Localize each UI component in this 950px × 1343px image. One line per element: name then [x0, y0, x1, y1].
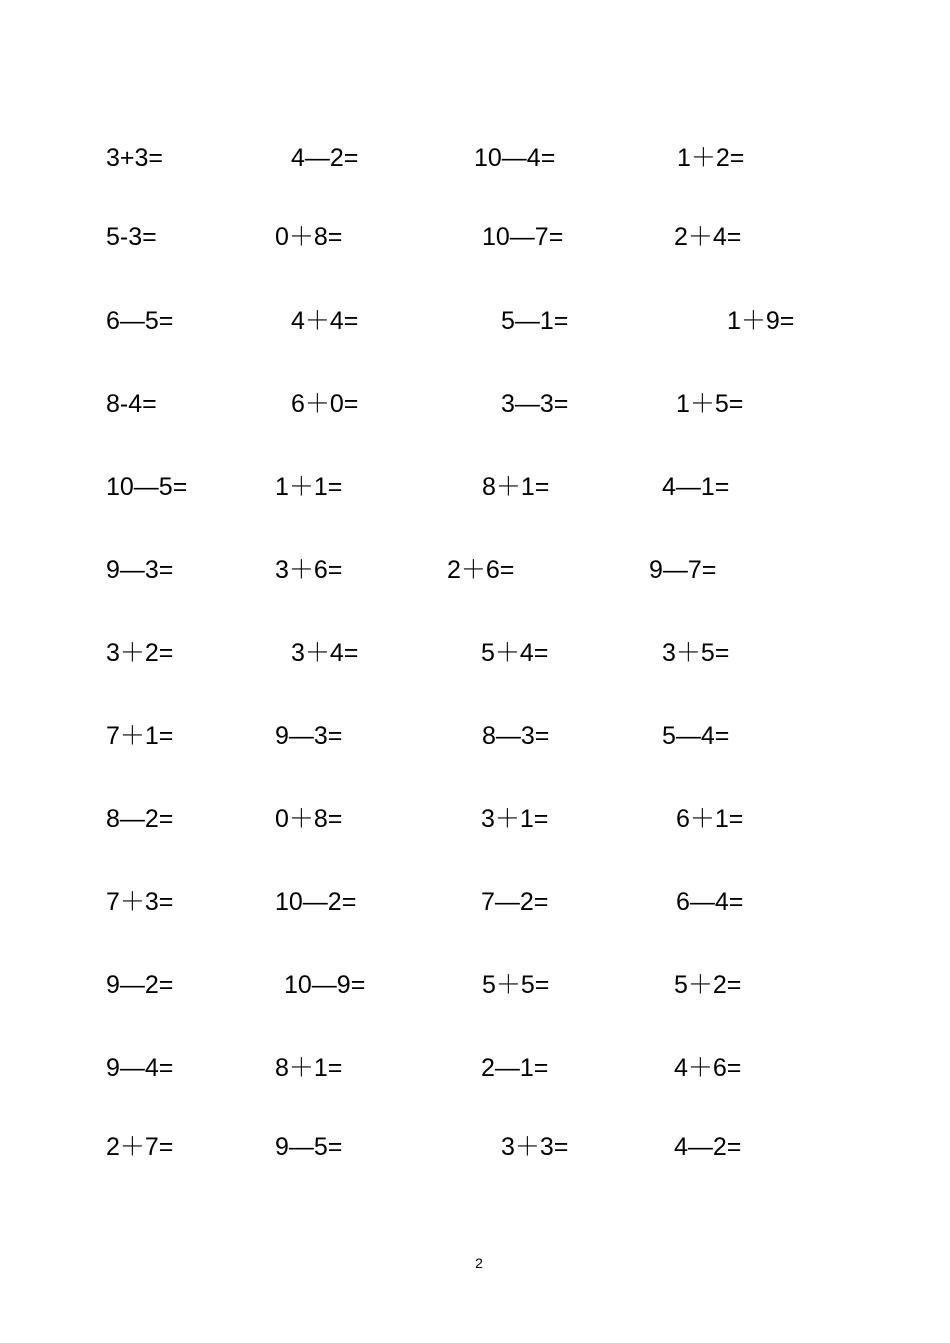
math-problem: 3—3= — [501, 390, 569, 418]
math-problem: 9—7= — [649, 556, 717, 584]
math-problem: 10—7= — [482, 223, 564, 251]
math-problem: 1＋5= — [676, 390, 744, 418]
math-problem: 5—1= — [501, 307, 569, 335]
math-problem: 3＋5= — [662, 639, 730, 667]
math-problem: 9—3= — [106, 556, 174, 584]
math-problem: 5＋2= — [674, 971, 742, 999]
math-problem: 3＋4= — [291, 639, 359, 667]
math-problem: 2＋4= — [674, 223, 742, 251]
math-problem: 5＋5= — [482, 971, 550, 999]
math-problem: 9—2= — [106, 971, 174, 999]
math-problem: 2＋7= — [106, 1133, 174, 1161]
math-problem: 10—5= — [106, 473, 188, 501]
math-problem: 0＋8= — [275, 805, 343, 833]
math-problem: 5—4= — [662, 722, 730, 750]
math-problem: 1＋9= — [727, 307, 795, 335]
math-problem: 6—5= — [106, 307, 174, 335]
math-problem: 8-4= — [106, 390, 157, 418]
math-problem: 9—4= — [106, 1054, 174, 1082]
math-problem: 10—9= — [284, 971, 366, 999]
math-problem: 8＋1= — [482, 473, 550, 501]
math-problem: 4＋6= — [674, 1054, 742, 1082]
math-problem: 8＋1= — [275, 1054, 343, 1082]
math-problem: 7—2= — [481, 888, 549, 916]
page-number: 2 — [475, 1255, 483, 1271]
math-problem: 3＋3= — [501, 1133, 569, 1161]
math-problem: 1＋2= — [677, 144, 745, 172]
math-problem: 5-3= — [106, 223, 157, 251]
math-problem: 2＋6= — [447, 556, 515, 584]
math-problem: 9—3= — [275, 722, 343, 750]
math-problem: 5＋4= — [481, 639, 549, 667]
math-problem: 3+3= — [106, 144, 164, 172]
math-problem: 3＋1= — [481, 805, 549, 833]
math-problem: 8—2= — [106, 805, 174, 833]
math-problem: 4＋4= — [291, 307, 359, 335]
math-problem: 9—5= — [275, 1133, 343, 1161]
math-problem: 7＋1= — [106, 722, 174, 750]
math-problem: 6—4= — [676, 888, 744, 916]
math-problem: 6＋1= — [676, 805, 744, 833]
math-problem: 4—2= — [291, 144, 359, 172]
math-problem: 2—1= — [481, 1054, 549, 1082]
math-problem: 10—2= — [275, 888, 357, 916]
math-problem: 4—1= — [662, 473, 730, 501]
math-problem: 6＋0= — [291, 390, 359, 418]
math-problem: 8—3= — [482, 722, 550, 750]
math-problem: 3＋2= — [106, 639, 174, 667]
math-problem: 3＋6= — [275, 556, 343, 584]
math-problem: 10—4= — [474, 144, 556, 172]
math-problem: 4—2= — [674, 1133, 742, 1161]
math-problem: 1＋1= — [275, 473, 343, 501]
math-problem: 0＋8= — [275, 223, 343, 251]
math-problem: 7＋3= — [106, 888, 174, 916]
